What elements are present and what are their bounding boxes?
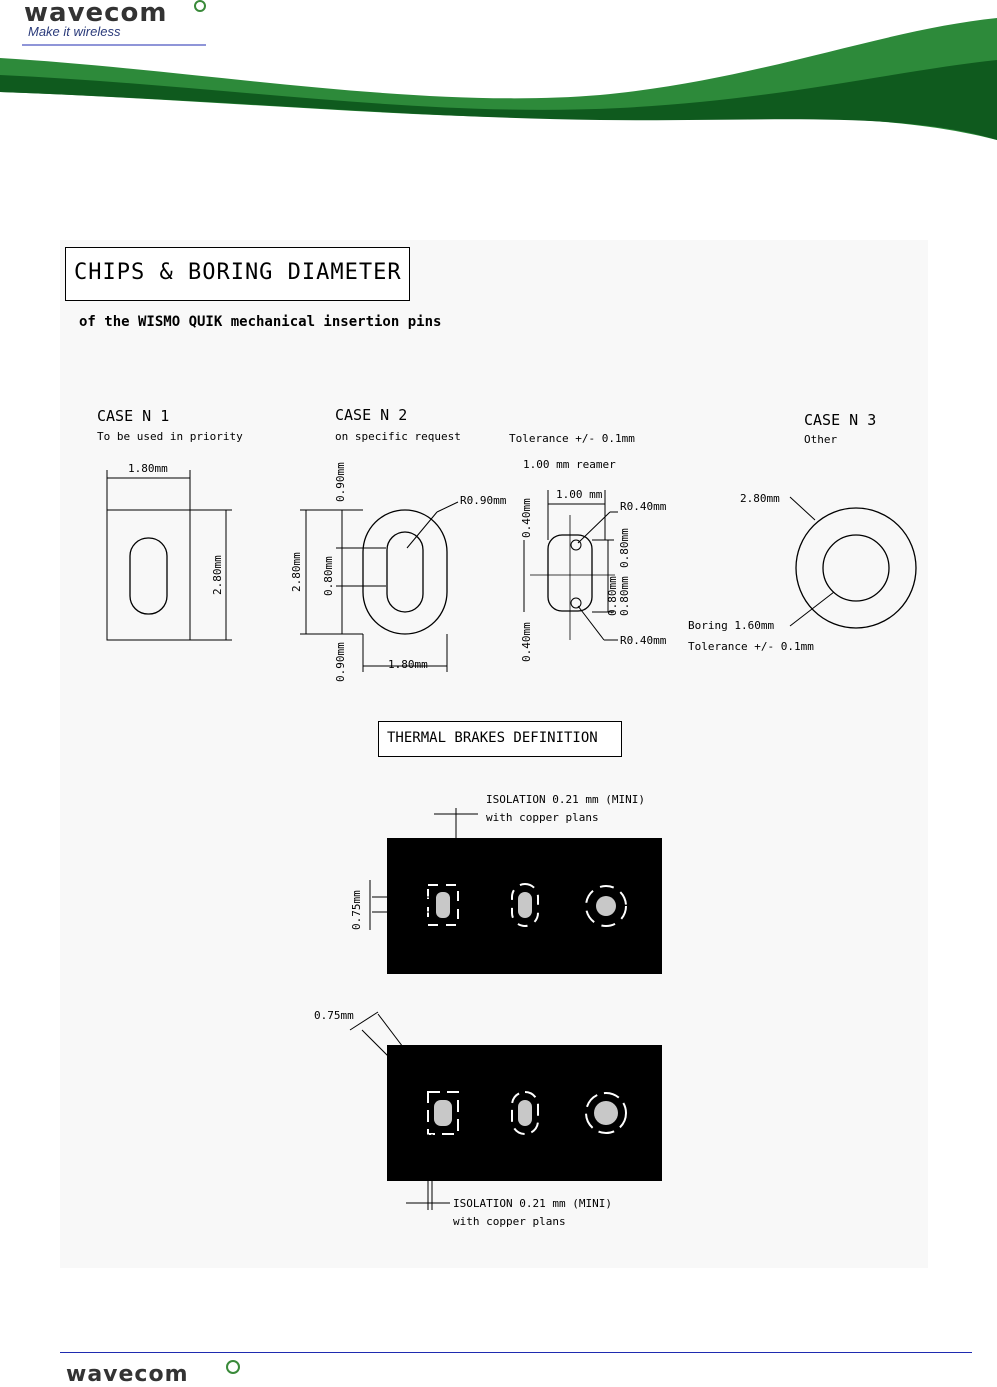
case1-slot bbox=[130, 538, 167, 614]
case2-d090-top: 0.90mm bbox=[334, 462, 347, 502]
case3-boring: Boring 1.60mm bbox=[688, 619, 775, 632]
case2-d080-right-c: 0.80mm bbox=[606, 576, 619, 616]
case2-reamer: 1.00 mm reamer bbox=[523, 458, 616, 471]
case2-d180: 1.80mm bbox=[388, 658, 428, 671]
case1-height-label: 2.80mm bbox=[211, 555, 224, 595]
case3-outer-circle bbox=[796, 508, 916, 628]
thermal-title-box bbox=[378, 721, 622, 757]
case2-d080: 0.80mm bbox=[322, 556, 335, 596]
case1-note: To be used in priority bbox=[97, 430, 243, 443]
case1-title: CASE N 1 bbox=[97, 407, 170, 425]
case3-note: Other bbox=[804, 433, 838, 446]
thermal-title: THERMAL BRAKES DEFINITION bbox=[387, 730, 598, 746]
case2-r040-bottom: R0.40mm bbox=[620, 634, 667, 647]
case2-title: CASE N 2 bbox=[335, 406, 408, 424]
thermal-d075-top: 0.75mm bbox=[350, 890, 363, 930]
case2-r040-top: R0.40mm bbox=[620, 500, 667, 513]
case2-d080-right-a: 0.80mm bbox=[618, 528, 631, 568]
footer-registered-icon bbox=[226, 1360, 240, 1374]
wavecom-logo: wavecom bbox=[24, 0, 168, 28]
thermal-d075-bottom: 0.75mm bbox=[314, 1009, 354, 1022]
case2-d040-bottom: 0.40mm bbox=[520, 622, 533, 662]
footer-wavecom-logo: wavecom bbox=[66, 1362, 189, 1387]
thermal-copper-bottom: with copper plans bbox=[453, 1215, 566, 1228]
case2-d040-top: 0.40mm bbox=[520, 498, 533, 538]
tagline: Make it wireless bbox=[28, 24, 121, 39]
case2-d100: 1.00 mm bbox=[556, 488, 603, 501]
case3-tolerance: Tolerance +/- 0.1mm bbox=[688, 640, 814, 653]
case2-d280: 2.80mm bbox=[290, 552, 303, 592]
case2-note: on specific request bbox=[335, 430, 461, 443]
case2-inner bbox=[387, 532, 423, 612]
case1-pad bbox=[107, 510, 190, 640]
thermal-copper-top: with copper plans bbox=[486, 811, 599, 824]
case3-d280: 2.80mm bbox=[740, 492, 780, 505]
footer-divider bbox=[60, 1352, 972, 1353]
case2-d090-bottom: 0.90mm bbox=[334, 642, 347, 682]
drawing-title: CHIPS & BORING DIAMETER bbox=[74, 260, 402, 285]
case2-tolerance: Tolerance +/- 0.1mm bbox=[509, 432, 635, 445]
case1-width-label: 1.80mm bbox=[128, 462, 168, 475]
case3-inner-circle bbox=[823, 535, 889, 601]
thermal-iso-top: ISOLATION 0.21 mm (MINI) bbox=[486, 793, 645, 806]
case2-outer bbox=[363, 510, 447, 634]
drawing-subtitle: of the WISMO QUIK mechanical insertion pins bbox=[79, 314, 442, 330]
thermal-iso-bottom: ISOLATION 0.21 mm (MINI) bbox=[453, 1197, 612, 1210]
case2-r090: R0.90mm bbox=[460, 494, 507, 507]
case3-title: CASE N 3 bbox=[804, 411, 877, 429]
case2-d080-right-b: 0.80mm bbox=[618, 576, 631, 616]
